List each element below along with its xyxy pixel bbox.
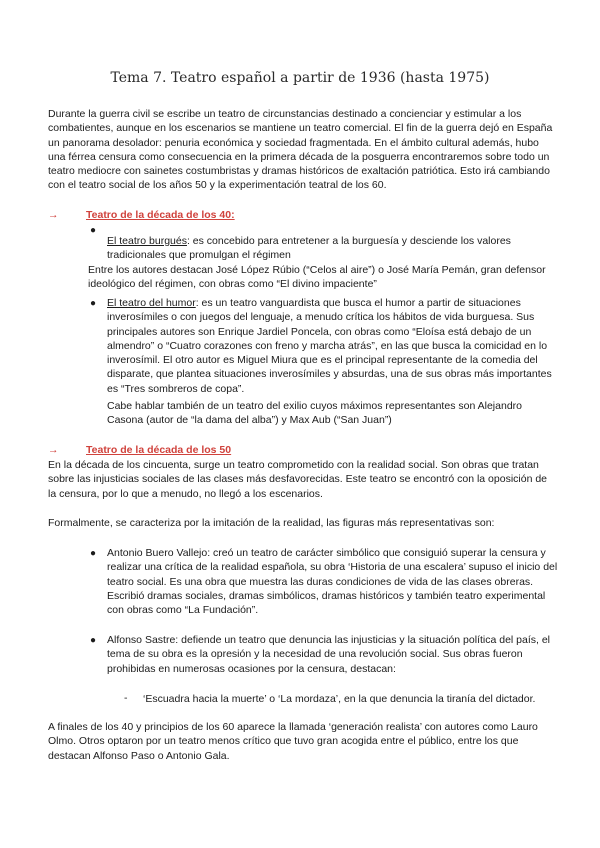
document-title: Tema 7. Teatro español a partir de 1936 (hasta 1975) <box>110 70 490 86</box>
term-teatro-burgues: El teatro burgués <box>107 234 187 247</box>
sastre-works: ‘Escuadra hacia la muerte’ o ‘La mordaza’, en la que denuncia la tiranía del dictador. <box>143 693 536 705</box>
bullet-teatro-burgues-text: : es concebido para entretener a la burguesía y desciende los valores tradicionales que promulgan el régimen <box>107 234 511 261</box>
arrow-icon: → <box>48 209 59 221</box>
bullet-icon: ● <box>90 298 97 309</box>
section-50-heading-line <box>48 443 231 457</box>
section-50-paragraph-1: En la década de los cincuenta, surge un teatro comprometido con la realidad social. Son obras que tratan sobre las injusticias sociales de las clases más desfavorecidas. Este teatro se encontró con la oposición de la censura, por lo que a menudo, no llegó a los escenarios. <box>48 459 548 500</box>
bullet-teatro-humor <box>107 296 559 396</box>
term-teatro-humor: El teatro del humor <box>107 297 196 309</box>
burgues-authors-text: Entre los autores destacan José López Rúbio (“Celos al aire”) o José María Pemán, gran defensor ideológico del régimen, con obras como “El divino impaciente” <box>88 263 546 290</box>
bullet-teatro-humor-text: : es un teatro vanguardista que busca el humor a partir de situaciones inverosímiles o con juegos del lenguaje, a menudo crítica los hábitos de vida burguesa. Sus principales autores son Enrique Jardiel Poncela, con obras como “Eloísa está debajo de un almendro” o “Cuatro corazones con freno y marcha atrás”, en las que busca la comicidad en lo inverosímil. El otro autor es Miguel Miura que es el principal representante de la comedia del disparate, que plantea situaciones inverosímiles y absurdas, una de sus obras más importantes es “Tres sombreros de copa”. <box>107 297 552 395</box>
exile-theatre-text: Cabe hablar también de un teatro del exilio cuyos máximos representantes son Alejandro Casona (autor de “la dama del alba”) y Max Aub (“San Juan”) <box>107 400 522 427</box>
section-50-heading: Teatro de la década de los 50 <box>86 444 232 456</box>
bullet-buero-vallejo: Antonio Buero Vallejo: creó un teatro de carácter simbólico que consiguió superar la censura y realizar una crítica de la realidad española, su obra ‘Historia de una escalera’ supuso el inicio del teatro social. Es una obra que muestra las duras condiciones de vida de las clases obreras. Escribió dramas sociales, dramas simbólicos, dramas históricos y también teatro experimental con obras como “La Fundación”. <box>107 547 558 617</box>
section-50-paragraph-2: Formalmente, se caracteriza por la imitación de la realidad, las figuras más representativas son: <box>48 517 495 529</box>
bullet-icon: ● <box>90 548 97 559</box>
bullet-teatro-burgues <box>107 234 557 263</box>
section-40-heading: Teatro de la década de los 40: <box>86 209 235 221</box>
bullet-icon: ● <box>90 225 97 236</box>
bullet-alfonso-sastre: Alfonso Sastre: defiende un teatro que denuncia las injusticias y la situación política del país, el tema de su obra es la opresión y la necesidad de una revolución social. Sus obras fueron prohibidas en numerosas ocasiones por la censura, destacan: <box>107 634 551 675</box>
arrow-icon: → <box>48 444 59 456</box>
bullet-icon: ● <box>90 635 97 646</box>
dash-icon: - <box>124 692 128 704</box>
intro-paragraph: Durante la guerra civil se escribe un teatro de circunstancias destinado a concienciar y estimular a los combatientes, aunque en los escenarios se mantiene un teatro comercial. El fin de la guerra dejó en España un panorama desolador: penuria económica y sociedad fragmentada. En el ámbito cultural además, hubo una férrea censura como consecuencia en la primera década de la posguerra encontraremos sobre todo un teatro mediocre con sainetes costumbristas y dramas históricos de exaltación patriótica. Esto irá cambiando con el teatro social de los años 50 y la experimentación teatral de los 60. <box>48 108 553 192</box>
closing-paragraph: A finales de los 40 y principios de los 60 aparece la llamada ‘generación realista’ con autores como Lauro Olmo. Otros optaron por un teatro menos crítico que tuvo gran acogida entre el público, entre los que destacan Alfonso Paso o Antonio Gala. <box>48 721 538 762</box>
section-40-heading-line <box>48 208 235 222</box>
